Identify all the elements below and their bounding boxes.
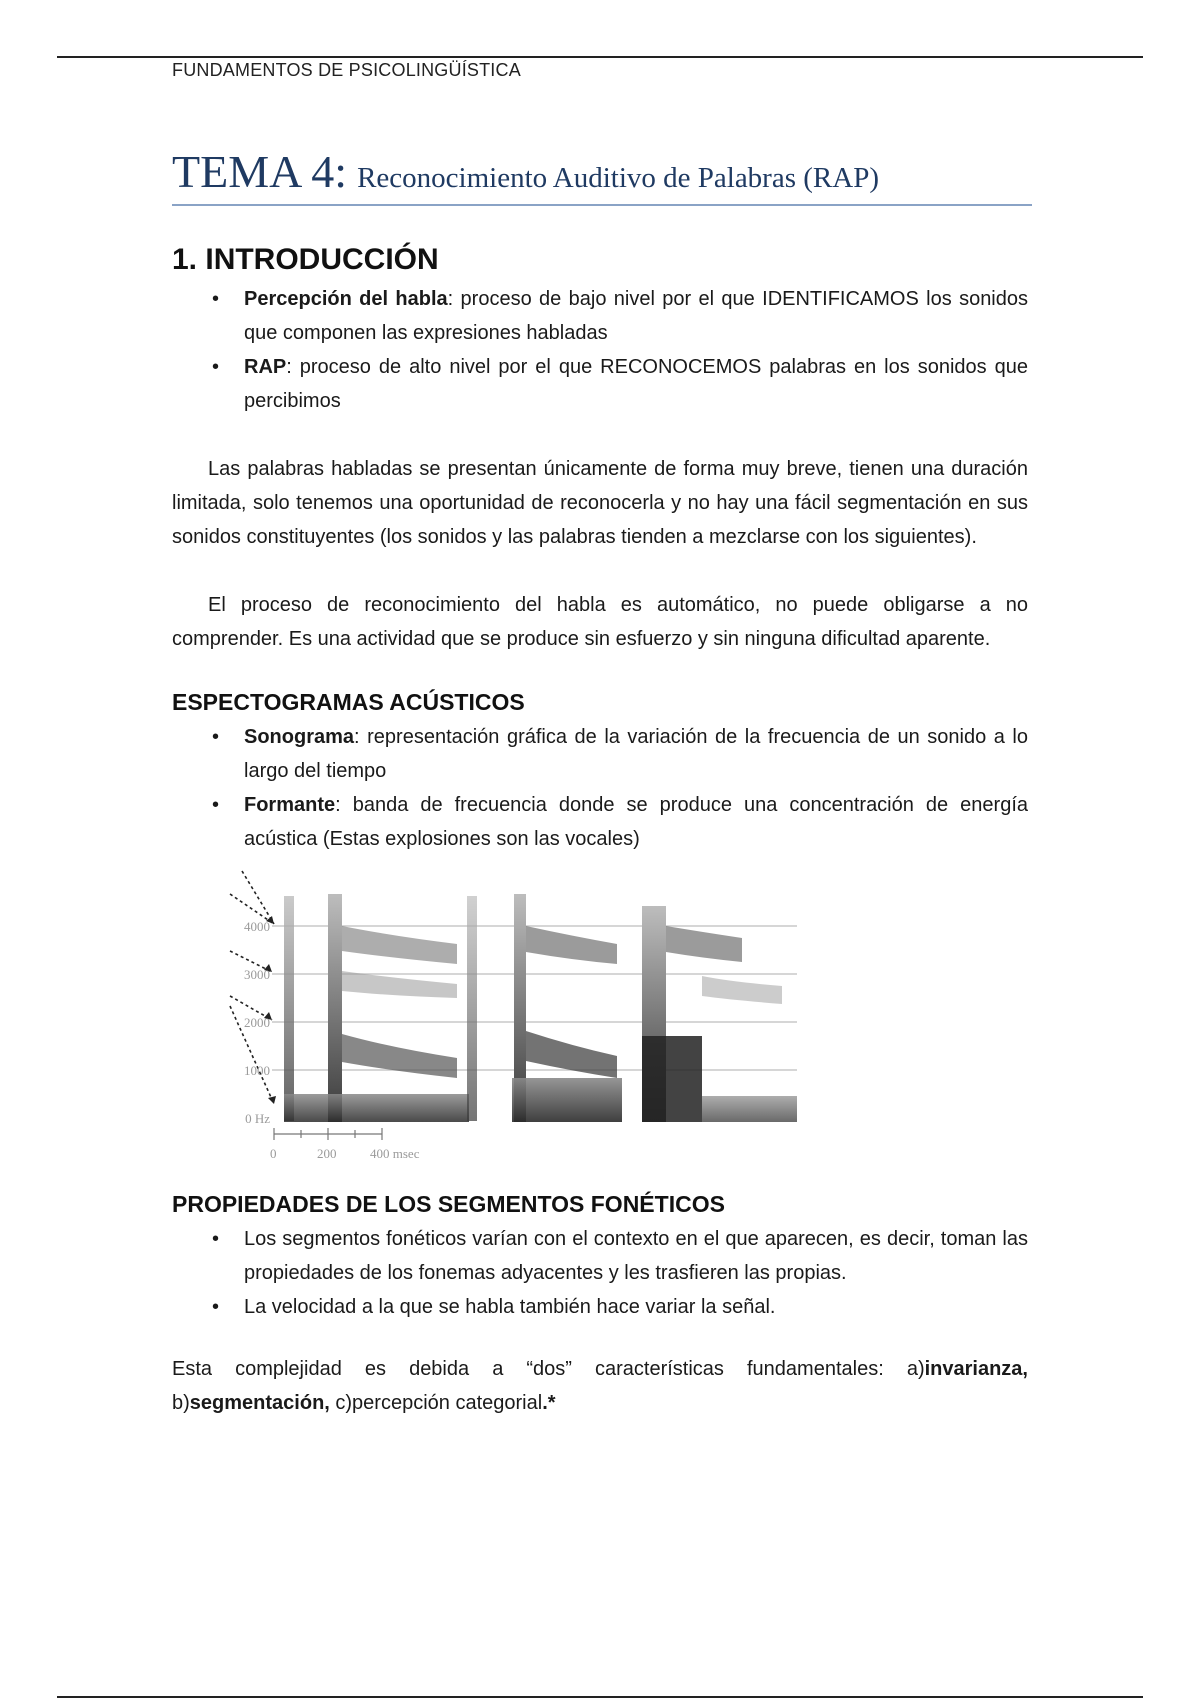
x-axis [274,1128,382,1140]
list-item [172,788,1028,856]
bullet-term: Percepción del habla [244,288,448,310]
bottom-rule [57,1696,1143,1698]
list-item [172,282,1028,350]
bullet-term: RAP [244,356,287,378]
y-axis-labels [244,919,270,1126]
bullet-text: : representación gráfica de la variación de la frecuencia de un sonido a lo largo del tiempo [244,726,1028,782]
title-main: TEMA 4: [172,146,348,197]
y-label: 2000 [244,1015,270,1030]
spectrogram-panel-1 [284,894,469,1122]
page-title [172,145,1032,206]
list-item: • Los segmentos fonéticos varían con el contexto en el que aparecen, es decir, toman las propiedades de los fonemas adyacentes y les trasfieren las propias. [172,1222,1028,1290]
intro-bullet-list [172,282,1028,418]
x-label: 200 [317,1146,337,1161]
section-heading-introduccion: 1. INTRODUCCIÓN [172,243,439,276]
bullet-text: : proceso de bajo nivel por el que IDENTIFICAMOS los sonidos que componen las expresiones habladas [244,288,1029,344]
paragraph: El proceso de reconocimiento del habla es automático, no puede obligarse a no comprender. Es una actividad que se produce sin esfuerzo y sin ninguna dificultad aparente. [172,594,1028,650]
top-rule [57,56,1143,58]
list-item [172,350,1028,418]
y-label: 4000 [244,919,270,934]
y-label: 3000 [244,967,270,982]
bullet-text: : proceso de alto nivel por el que RECONOCEMOS palabras en los sonidos que percibimos [244,356,1028,412]
y-label: 1000 [244,1063,270,1078]
bullet-term: Sonograma [244,726,355,748]
running-header: FUNDAMENTOS DE PSICOLINGÜÍSTICA [172,60,521,80]
paragraph: Las palabras habladas se presentan únicamente de forma muy breve, tienen una duración limitada, solo tenemos una oportunidad de reconocerla y no hay una fácil segmentación en sus sonidos constituyentes (los sonidos y las palabras tienden a mezclarse con los siguientes). [172,458,1028,548]
list-item: • La velocidad a la que se habla también hace variar la señal. [172,1290,1028,1324]
closing-paragraph: Esta complejidad es debida a “dos” características fundamentales: a)invarianza, b)segmentación, c)percepción categorial.* [172,1358,1028,1414]
y-label: 0 Hz [245,1111,270,1126]
spectrogram-bullet-list [172,720,1028,856]
spectrogram-figure [222,866,802,1166]
document-body [172,238,1028,1420]
section-heading-espectogramas: ESPECTOGRAMAS ACÚSTICOS [172,689,525,715]
title-subtitle: Reconocimiento Auditivo de Palabras (RAP) [357,162,879,194]
bullet-text: : banda de frecuencia donde se produce una concentración de energía acústica (Estas explosiones son las vocales) [244,794,1028,850]
spectrogram-panel-2 [467,894,622,1122]
spectrogram-panel-3 [642,906,797,1122]
x-label: 400 msec [370,1146,420,1161]
bullet-term: Formante [244,794,336,816]
list-item [172,720,1028,788]
x-axis-labels [270,1146,420,1161]
section-heading-propiedades: PROPIEDADES DE LOS SEGMENTOS FONÉTICOS [172,1191,725,1217]
x-label: 0 [270,1146,277,1161]
segments-bullet-list [172,1222,1028,1324]
spectrogram-image [222,866,802,1166]
